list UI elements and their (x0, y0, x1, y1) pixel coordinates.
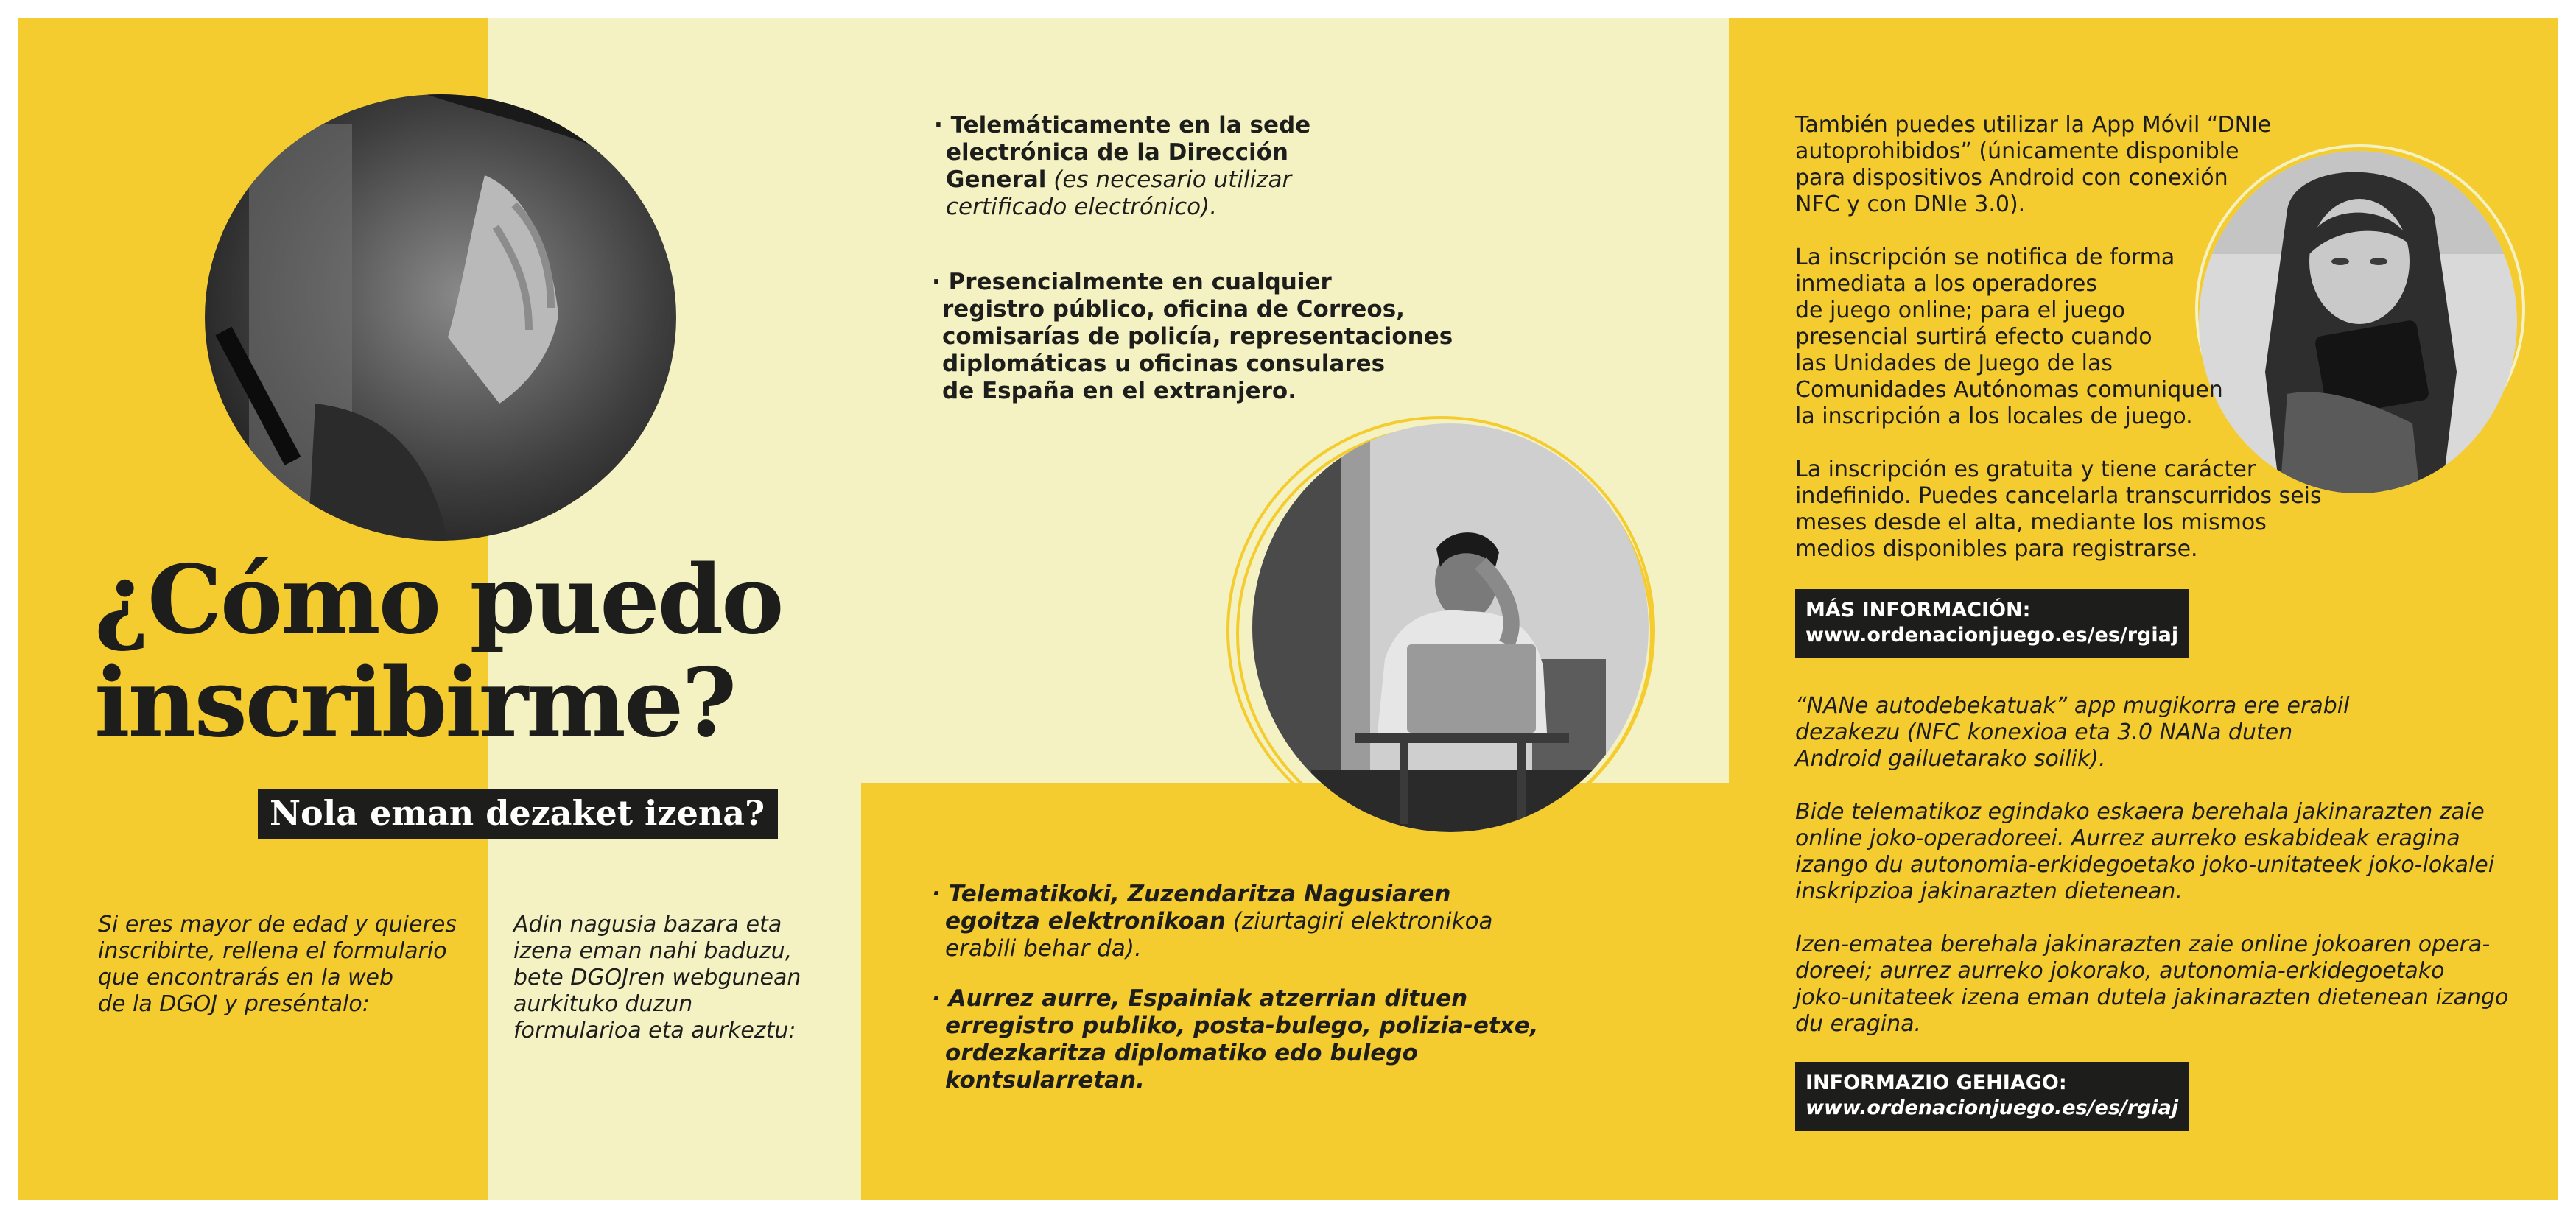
more-info-es-label: MÁS INFORMACIÓN: (1805, 599, 2031, 622)
intro-eu: Adin nagusia bazara eta izena eman nahi baduzu, bete DGOJren webgunean aurkituko duzun formularioa eta aurkeztu: (513, 912, 801, 1043)
right-es-p3: La inscripción es gratuita y tiene carácter indefinido. Puedes cancelarla transcurridos seis meses desde el alta, mediante los mismos medios disponibles para registrarse. (1795, 457, 2322, 562)
title-line-2: inscribirme? (94, 648, 735, 758)
photo-man-laptop (1252, 423, 1649, 832)
right-eu-p2: Bide telematikoz egindako eskaera berehala jakinarazten zaie online joko-operadoreei. Aurrez aurreko eskabideak eragina izango du autonomia-erkidegoetako joko-unitateek joko-lokalei inskripzioa jakinarazten dietenean. (1795, 799, 2495, 904)
right-eu-p1: “NANe autodebekatuak” app mugikorra ere erabil dezakezu (NFC konexioa eta 3.0 NANa duten Android gailuetarako soilik). (1795, 693, 2350, 772)
bullet-eu-telematic: · Telematikoki, Zuzendaritza Nagusiaren egoitza elektronikoan (ziurtagiri elektronikoa erabili behar da). (932, 881, 1493, 962)
more-info-es[interactable] (1795, 589, 2189, 658)
bullet-es-presencial: · Presencialmente en cualquier registro público, oficina de Correos, comisarías de policía, representaciones diplomáticas u oficinas consulares de España en el extranjero. (932, 269, 1453, 404)
more-info-eu-label: INFORMAZIO GEHIAGO: (1805, 1071, 2067, 1094)
right-es-p2: La inscripción se notifica de forma inmediata a los operadores de juego online; para el juego presencial surtirá efecto cuando las Unidades de Juego de las Comunidades Autónomas comuniquen la inscripción a los locales de juego. (1795, 244, 2223, 429)
more-info-eu[interactable] (1795, 1062, 2189, 1131)
page-title (94, 545, 782, 758)
intro-es: Si eres mayor de edad y quieres inscribirte, rellena el formulario que encontrarás en la web de la DGOJ y preséntalo: (98, 912, 457, 1017)
more-info-eu-link[interactable]: www.ordenacionjuego.es/es/rgiaj (1805, 1096, 2179, 1119)
right-eu-p3: Izen-ematea berehala jakinarazten zaie online jokoaren opera- doreei; aurrez aurreko jokorako, autonomia-erkidegoetako joko-unitateek izena eman dutela jakinarazten dietenean izango du eragina. (1795, 932, 2509, 1037)
bullet-es-telematic: · Telemáticamente en la sede electrónica de la Dirección General (es necesario utilizar certificado electrónico). (934, 112, 1311, 220)
title-line-1: ¿Cómo puedo (94, 545, 782, 655)
subtitle: Nola eman dezaket izena? (258, 789, 778, 839)
right-es-p1: También puedes utilizar la App Móvil “DNIe autoprohibidos” (únicamente disponible para dispositivos Android con conexión NFC y con DNIe 3.0). (1795, 112, 2272, 217)
more-info-es-link[interactable]: www.ordenacionjuego.es/es/rgiaj (1805, 624, 2179, 647)
bullet-eu-presencial: · Aurrez aurre, Espainiak atzerrian dituen erregistro publiko, posta-bulego, polizia-etxe, ordezkaritza diplomatiko edo bulego kontsularretan. (932, 985, 1539, 1094)
photo-hand-phone (205, 94, 676, 541)
